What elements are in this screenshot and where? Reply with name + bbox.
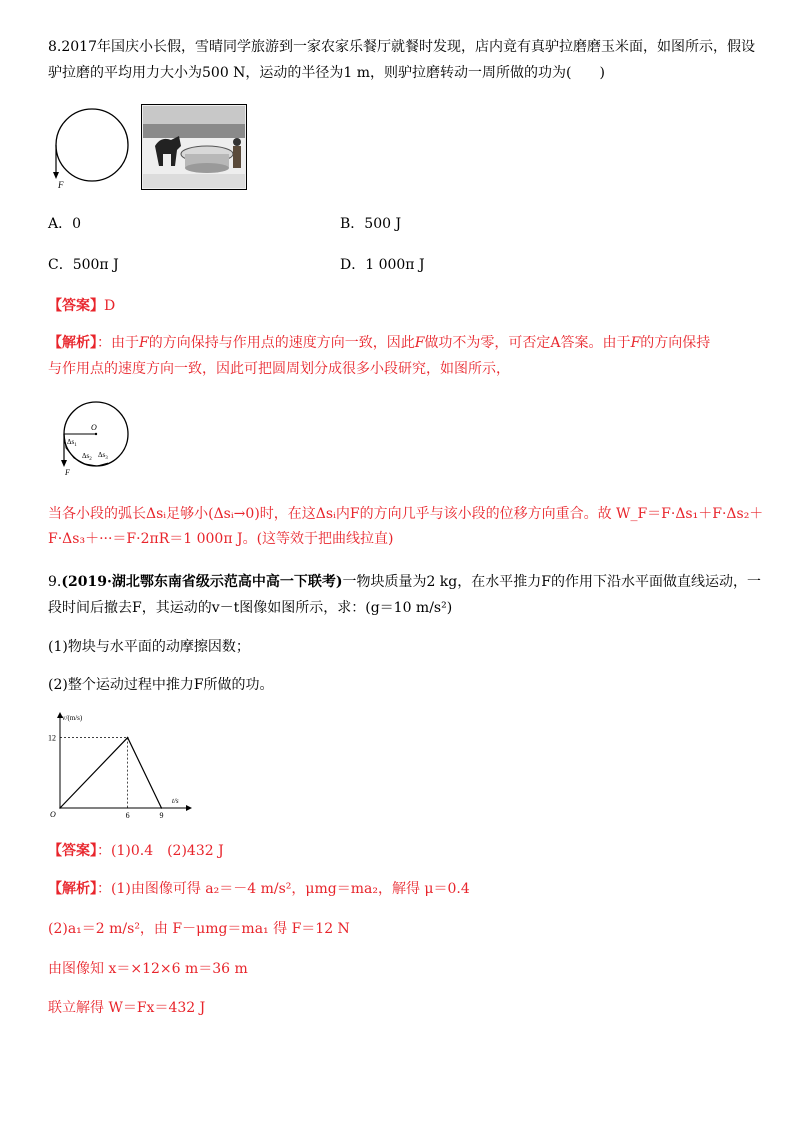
vt-series-line [60,738,161,808]
q9-sub2: (2)整个运动过程中推力F所做的功。 [48,677,274,693]
x-axis-arrow [186,805,192,811]
q8-analysis-label: 【解析】 [48,335,97,351]
fig2-force-label: F [65,468,70,477]
q9-stem-line1: 9.(2019·湖北鄂东南省级示范高中高一下联考)一物块质量为2 kg，在水平推力F的作用下沿水平面做直线运动，一 [48,574,761,590]
option-c: C．500π J [48,257,119,273]
q9-answer-value: ：(1)0.4 (2)432 J [97,843,224,859]
q9-source: (2019·湖北鄂东南省级示范高中高一下联考) [61,574,343,590]
option-d: D．1 000π J [340,257,425,273]
q8-answer [48,297,115,315]
q8-stem-line1: 8.2017年国庆小长假，雪晴同学旅游到一家农家乐餐厅就餐时发现，店内竟有真驴拉磨磨玉米面，如图所示，假设 [48,39,755,55]
fig1-force-label: F [58,180,64,190]
q9-sub1: (1)物块与水平面的动摩擦因数； [48,639,250,655]
q8-analysis-line2: 与作用点的速度方向一致，因此可把圆周划分成很多小段研究，如图所示， [48,361,510,377]
q8-answer-label: 【答案】 [48,298,104,314]
q9-analysis-label: 【解析】 [48,881,97,897]
origin-label: O [50,810,56,819]
q9-analysis-line4: 联立解得 W＝Fx＝432 J [48,1000,206,1016]
option-a: A．0 [48,216,82,232]
x-axis-label: t/s [172,797,179,805]
fig2-ds2: $\Delta s_2$ [82,452,92,462]
q9-number: 9. [48,574,62,590]
data-point-1 [127,737,129,739]
data-point-2 [161,807,163,809]
q9-analysis-line2: (2)a₁＝2 m/s²，由 F－μmg＝ma₁ 得 F＝12 N [48,921,350,937]
q8-answer-value: D [104,298,116,314]
q8-analysis-line1: 【解析】：由于F的方向保持与作用点的速度方向一致，因此F做功不为零，可否定A答案。由于F的方向保持 [48,335,711,351]
q9-analysis-line3: 由图像知 x＝×12×6 m＝36 m [48,961,248,977]
fig2-ds3: $\Delta s_3$ [98,451,108,461]
donkey-mill-photo [141,104,247,190]
fig2-origin-label: O [91,423,97,432]
option-b: B．500 J [340,216,402,232]
q9-answer-label: 【答案】 [48,843,97,859]
arc-segments-figure [52,398,136,478]
y-tick-12: 12 [48,733,56,743]
y-axis-label: v/(m/s) [62,714,83,722]
q8-analysis-line4: F·Δs₃＋···＝F·2πR＝1 000π J。(这等效于把曲线拉直) [48,531,394,547]
circle-force-figure [44,104,136,194]
q9-stem-line2: 段时间后撤去F，其运动的v－t图像如图所示，求：(g＝10 m/s²) [48,600,453,616]
x-tick-9: 9 [159,811,164,820]
vt-chart [44,712,194,824]
q9-analysis-line1: 【解析】：(1)由图像可得 a₂＝－4 m/s²，μmg＝ma₂，解得 μ＝0.4 [48,881,470,897]
q8-analysis-line3: 当各小段的弧长Δsᵢ足够小(Δsᵢ→0)时，在这Δsᵢ内F的方向几乎与该小段的位移方向重合。故 W_F＝F·Δs₁＋F·Δs₂＋ [48,506,764,522]
x-tick-6: 6 [125,811,130,820]
q9-answer [48,842,224,860]
data-point-0 [59,807,61,809]
q8-stem-line2: 驴拉磨的平均用力大小为500 N，运动的半径为1 m，则驴拉磨转动一周所做的功为( ) [48,65,605,81]
fig2-ds1: $\Delta s_1$ [67,438,77,448]
